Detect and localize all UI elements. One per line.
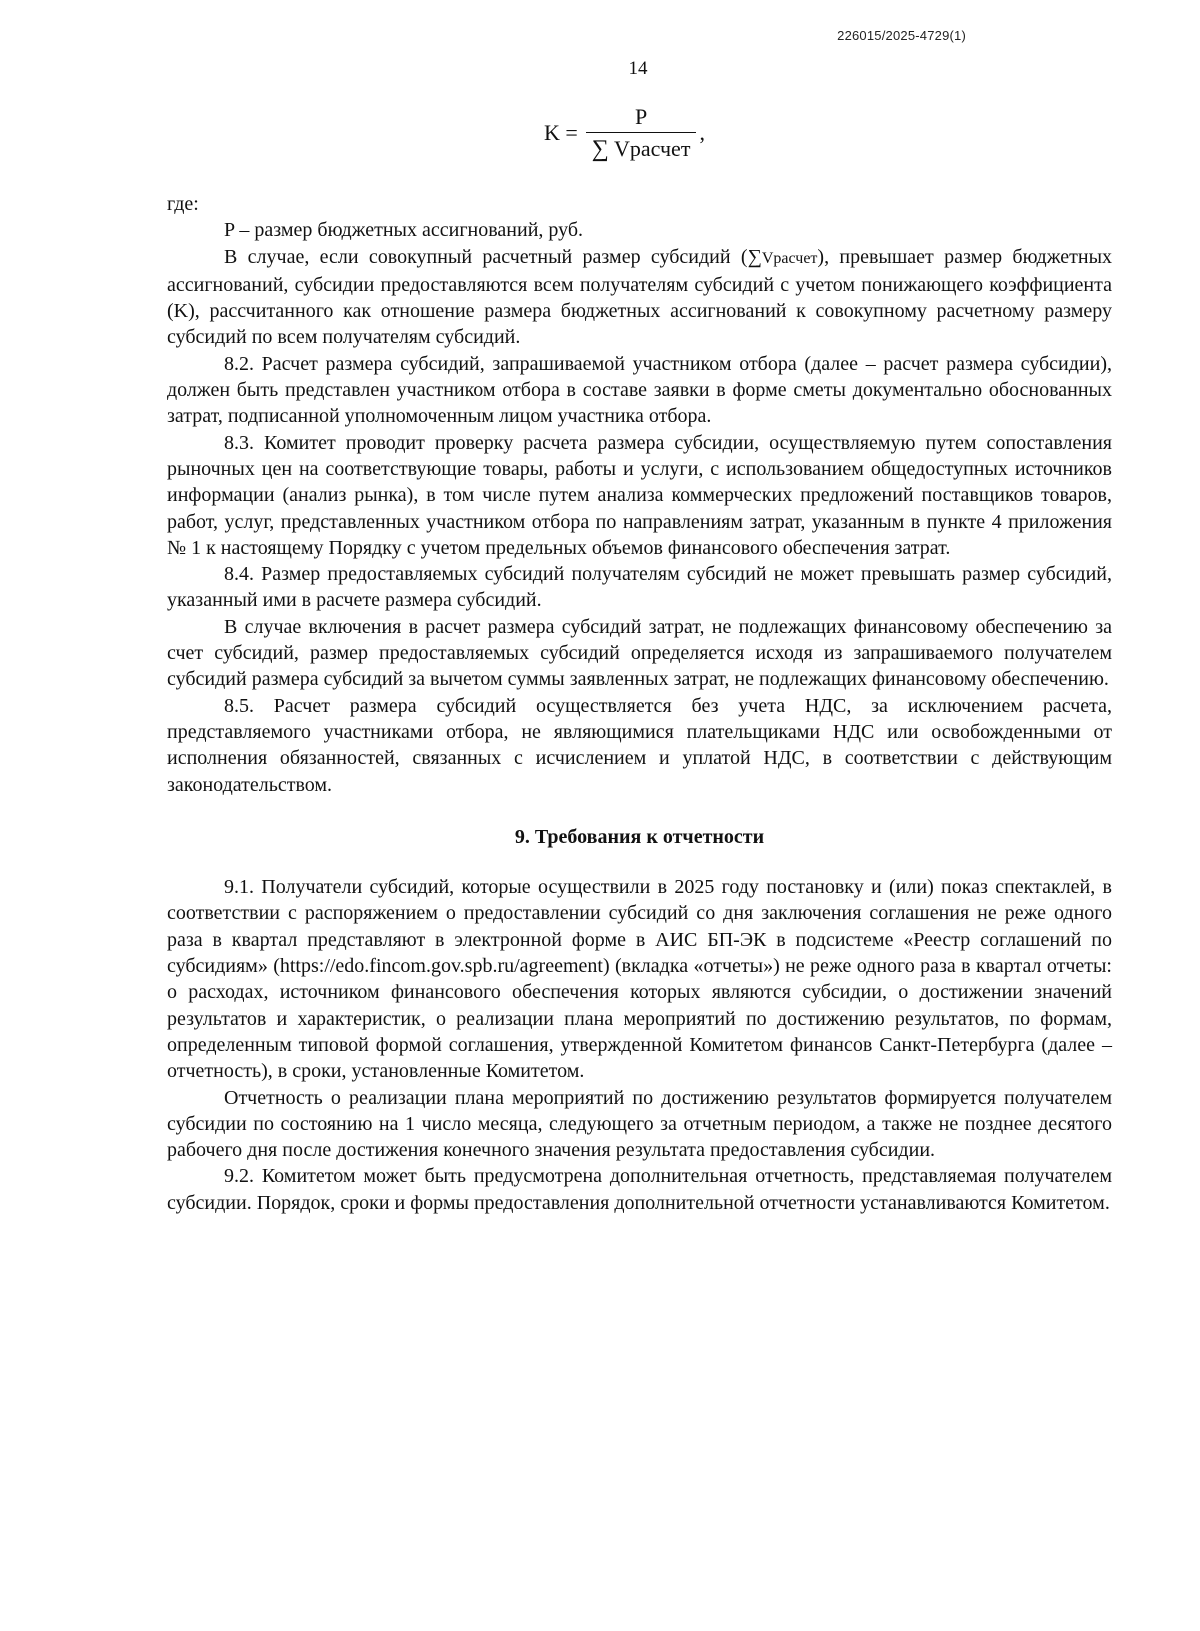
formula-lhs: K = xyxy=(544,120,578,145)
reduction-case-text-after: ), превышает размер бюджетных ассигнований, субсидии предоставляются всем получателям субсидий с учетом понижающего коэффициента (K), рассчитанного как отношение размера бюджетных ассигнований к совокупному расчетному размеру субсидий по всем получателям субсидий. xyxy=(167,245,1113,349)
formula-fraction xyxy=(586,105,697,162)
paragraph-9-2: 9.2. Комитетом может быть предусмотрена дополнительная отчетность, представляемая получателем субсидии. Порядок, сроки и формы предоставления дополнительной отчетности устанавливаются Комитетом. xyxy=(167,1165,1112,1214)
reduction-case-text-before: В случае, если совокупный расчетный размер субсидий ( xyxy=(224,245,748,268)
inline-sum-variable: Vрасчет xyxy=(761,249,818,267)
paragraph-reduction-case xyxy=(167,244,1112,351)
formula-denominator xyxy=(586,132,697,162)
document-body xyxy=(167,191,1112,1216)
where-label: где: xyxy=(167,193,199,215)
formula-denominator-text: Vрасчет xyxy=(614,135,691,161)
paragraph-8-4-case: В случае включения в расчет размера субсидий затрат, не подлежащих финансовому обеспечению за счет субсидий, размер предоставляемых субсидий определяется исходя из запрашиваемого получателем субсидий размера субсидий за вычетом суммы заявленных затрат, не подлежащих финансовому обеспечению. xyxy=(167,615,1112,691)
paragraph-8-4: 8.4. Размер предоставляемых субсидий получателям субсидий не может превышать размер субсидий, указанный ими в расчете размера субсидий. xyxy=(167,563,1112,612)
paragraph-8-2: 8.2. Расчет размера субсидий, запрашиваемой участником отбора (далее – расчет размера субсидии), должен быть представлен участником отбора в составе заявки в форме сметы документально обоснованных затрат, подписанной уполномоченным лицом участника отбора. xyxy=(167,352,1112,428)
paragraph-p-definition: P – размер бюджетных ассигнований, руб. xyxy=(224,219,584,242)
sum-symbol: ∑ xyxy=(591,135,609,162)
coefficient-formula xyxy=(544,98,705,168)
inline-sum-expression xyxy=(748,246,818,268)
section-9-heading: 9. Требования к отчетности xyxy=(514,825,765,848)
formula-numerator: P xyxy=(634,103,648,129)
page-number: 14 xyxy=(628,58,648,79)
paragraph-8-5: 8.5. Расчет размера субсидий осуществляется без учета НДС, за исключением расчета, представляемого участниками отбора, не являющимися плательщиками НДС или освобожденными от исполнения обязанностей, связанных с исчислением и уплатой НДС, в соответствии с действующим законодательством. xyxy=(167,694,1112,796)
inline-sum-symbol: ∑ xyxy=(747,245,762,268)
formula-trailing-comma: , xyxy=(699,120,705,145)
document-registration-number: 226015/2025-4729(1) xyxy=(837,28,966,43)
paragraph-9-1: 9.1. Получатели субсидий, которые осуществили в 2025 году постановку и (или) показ спектаклей, в соответствии с распоряжением о предоставлении субсидий со дня заключения соглашения не реже одного раза в квартал представляют в электронной форме в АИС БП-ЭК в подсистеме «Реестр соглашений по субсидиям» (https://edo.fincom.gov.spb.ru/agreement) (вкладка «отчеты») не реже одного раза в квартал отчеты: о расходах, источником финансового обеспечения которых являются субсидии, о достижении значений результатов и характеристик, о реализации плана мероприятий по достижению результатов, по формам, определенным типовой формой соглашения, утвержденной Комитетом финансов Санкт-Петербурга (далее – отчетность), в сроки, установленные Комитетом. xyxy=(167,876,1112,1083)
paragraph-8-3: 8.3. Комитет проводит проверку расчета размера субсидии, осуществляемую путем сопоставления рыночных цен на соответствующие товары, работы и услуги, с использованием общедоступных источников информации (анализ рынка), в том числе путем анализа коммерческих предложений поставщиков товаров, работ, услуг, представленных участником отбора по направлениям затрат, указанным в пункте 4 приложения № 1 к настоящему Порядку с учетом предельных объемов финансового обеспечения затрат. xyxy=(167,431,1112,559)
paragraph-9-1-report: Отчетность о реализации плана мероприятий по достижению результатов формируется получателем субсидии по состоянию на 1 число месяца, следующего за отчетным периодом, а также не позднее десятого рабочего дня после достижения конечного значения результата предоставления субсидии. xyxy=(167,1086,1112,1162)
